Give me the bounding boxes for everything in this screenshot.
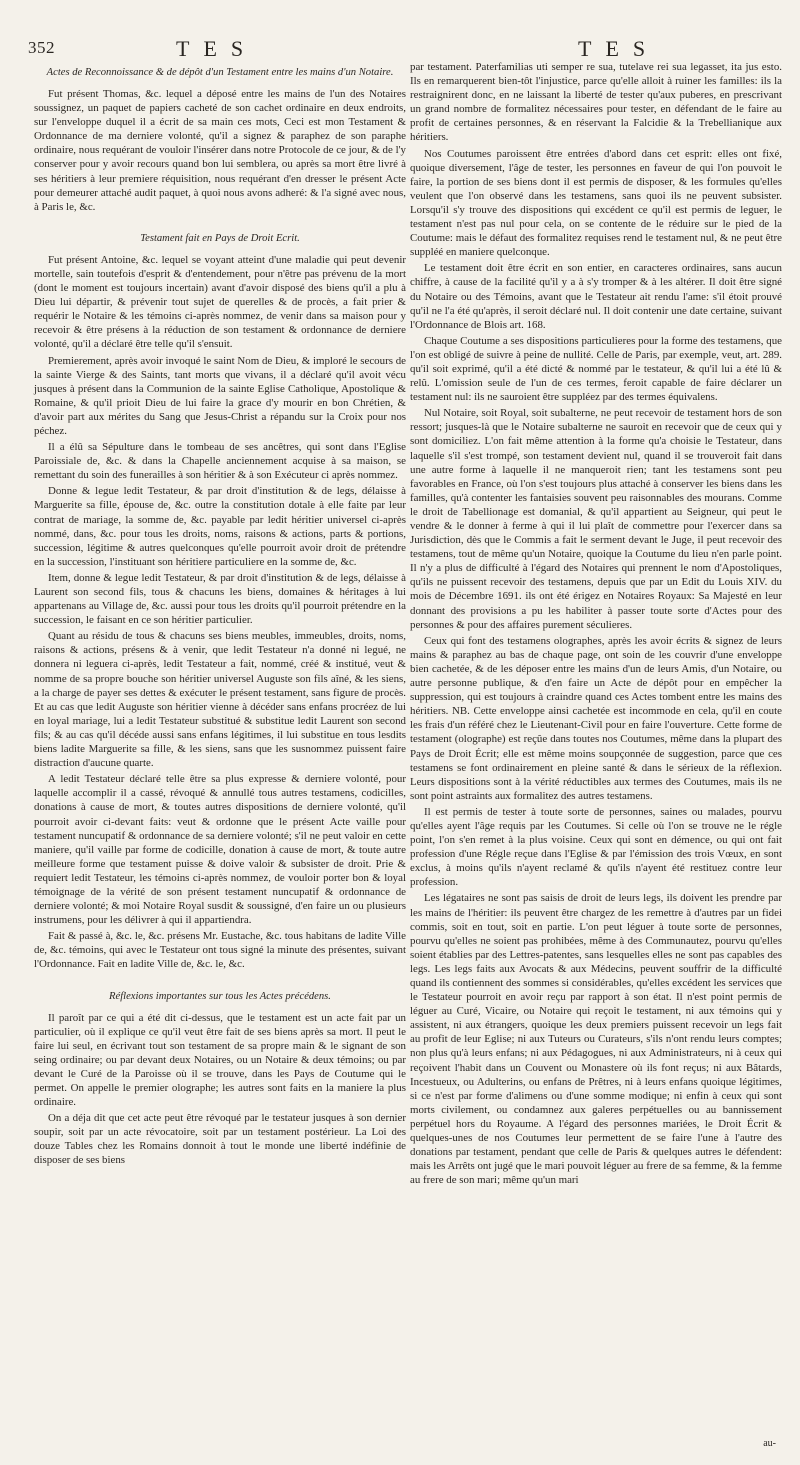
paragraph: A ledit Testateur déclaré telle être sa plus expresse & derniere volonté, pour laquelle accomplir il a cassé, révoqué & annullé tous autres testamens, codicilles, donations à cause de mort, & toutes autres dispositions de derniere volonté, qu'il pourroit avoir ci-devant faits: veut & ordonne que le présent Acte vaille pour testament nuncupatif & ordonnance de sa derniere volonté; s'il ne peut valoir en cette maniere, qu'il vaille par forme de codicille, donation à cause de mort, & toute autre meilleure forme que testament puisse & doive valoir & subsister de droit. Prie & requiert ledit Testateur, les témoins ci-après nommez, de vouloir porter bon & loyal témoignage de la vérité de son présent testament nuncupatif & ordonnance de derniere volonté; & moi Notaire Royal susdit & soussigné, d'en faire un ou plusieurs instrumens, pour les délivrer à qui il appartiendra.	[34, 773, 406, 927]
section-spacer	[34, 216, 406, 226]
running-head-left: TES	[176, 36, 258, 61]
right-column	[410, 60, 782, 1189]
paragraph: Fut présent Thomas, &c. lequel a déposé entre les mains de l'un des Notaires soussignez, un paquet de papiers cacheté de son cachet ordinaire en deux endroits, sur l'enveloppe duquel il a écrit de sa main ces mots, Ceci est mon Testament & Ordonnance de ma derniere volonté, qu'il a signez & paraphez de son paraphe ordinaire, nous requérant de vouloir l'insérer dans notre Protocole de ce jour, & de l'y conserver pour y avoir recours quand bon lui semblera, ou après sa mort être livré à ses héritiers à leur premiere réquisition, nous requérant d'en dresser le présent Acte pour demeurer attaché audit paquet, à quoi nous avons adheré: & l'a signé avec nous, à Paris le, &c.	[34, 88, 406, 213]
paragraph: par testament. Paterfamilias uti semper re sua, tutelave rei sua legasset, ita jus esto. Ils en remarquerent bien-tôt l'injustice, parce qu'elle alloit à ruiner les familles: ils la restraignirent donc, en ne laissant la liberté de tester qu'aux puberes, en prescrivant un grand nombre de formalitez nécessaires pour tester, en défendant de le faire au profit de certaines personnes, & en réservant la Falcidie & la Trebellianique aux héritiers.	[410, 61, 782, 144]
paragraph: Chaque Coutume a ses dispositions particulieres pour la forme des testamens, que l'on est obligé de suivre à peine de nullité. Celle de Paris, par exemple, veut, art. 289. qu'il soit exprimé, qu'il a été dicté & nommé par le testateur, & qu'il lui a été lû & relû. L'omission seule de l'un de ces termes, feroit capable de faire déclarer un testament nul: ils ne sauroient être suppléez par des termes équivalens.	[410, 334, 782, 404]
paragraph: Premierement, après avoir invoqué le saint Nom de Dieu, & imploré le secours de la sainte Vierge & des Saints, tant morts que vivans, il a déclaré qu'il avoit vécu jusques à présent dans la Communion de la sainte Eglise Catholique, Apostolique & Romaine, & qu'il prioit Dieu de lui faire la grace d'y mourir en bon Chrétien, & d'avoir part aux mérites du Sang que Jesus-Christ a répandu sur la Croix pour nos péchez.	[34, 354, 406, 437]
paragraph: Il est permis de tester à toute sorte de personnes, saines ou malades, pourvu qu'elles ayent l'âge requis par les Coutumes. Si celle où l'on se trouve ne le régle point, l'on s'en remet à la plus voisine. Ceux qui sont en démence, ou qui ont fait profession d'une Régle reçue dans l'Eglise & par l'émission des trois Vœux, en sont exclus, à moins qu'ils n'ayent reclamé & qu'ils n'ayent été restituez contre leur profession.	[410, 805, 782, 889]
paragraph: Fut présent Antoine, &c. lequel se voyant atteint d'une maladie qui peut devenir mortelle, sain toutefois d'esprit & d'entendement, pour n'être pas prévenu de la mort (dont le moment est toujours incertain) avant d'avoir disposé des biens qu'il a plu à Dieu lui départir, & prévenir tout sujet de querelles & de procès, a fait prier & requérir le Notaire & les témoins ci-après nommez, de venir dans sa maison pour y recevoir & être présens à la réduction de son testament & ordonnance de derniere volonté, qu'il a déclaré être telle qu'il s'ensuit.	[34, 253, 406, 351]
running-head-right: TES	[578, 36, 660, 61]
paragraph: Quant au résidu de tous & chacuns ses biens meubles, immeubles, droits, noms, raisons & actions, présens & à venir, que ledit Testateur n'a donné ni legué, ne donnera ni leguera ci-après, ledit Testateur a fait, nommé, créé & institué, veut & nomme de sa propre bouche son héritier universel Auguste son fils aîné, & les siens, a la charge de payer ses dettes & exécuter le présent testament, sans figure de procès. Et au cas que ledit Auguste son héritier vienne à décéder sans enfans procréez de lui en loyal mariage, lui a ledit Testateur substitué & substitue ledit Laurent son second fils; & au cas qu'il décéde aussi sans enfans légitimes, il lui substitue en tous lesdits biens ladite Marguerite sa fille, & les siens, sans que les susnommez puissent faire distraction d'aucune quarte.	[34, 630, 406, 770]
paragraph: Nul Notaire, soit Royal, soit subalterne, ne peut recevoir de testament hors de son ressort; jusques-là que le Notaire subalterne ne sauroit en recevoir que de ceux qui y sont domiciliez. L'on fait même attention à la forme qu'a choisie le Testateur, dans laquelle s'il s'est trompé, son testament devient nul, quand il se trouveroit fait dans une autre forme à laquelle il ne manqueroit rien; tant les testamens sont peu favorables en France, où l'on s'est toujours plus attaché à conserver les biens dans les familles, qu'à contenter les fantaisies souvent peu raisonnables des mourans. Comme le droit de Tabellionage est domanial, & qu'il appartient au Seigneur, qui peut le vendre & le donner à ferme à qui il lui plaît de commettre pour l'exercer dans sa Jurisdiction, dès que le Commis a fait le serment devant le Juge, il peut recevoir des testamens, tout de même qu'un Notaire, quoique la Coutume du lieu n'en parle point. Il n'y a plus de difficulté à l'égard des Notaires qui prennent le nom d'Apostoliques, qu'ils ne puissent recevoir des testamens, depuis que par un Edit du Louis XIV. du mois de Décembre 1691. ils ont été érigez en Notaires Royaux: Sa Majesté en leur donnant des provisions a pu les habiliter à passer toute sorte d'Actes pour des personnes & pour des affaires purement séculieres.	[410, 407, 782, 631]
paragraph: Donne & legue ledit Testateur, & par droit d'institution & de legs, délaisse à Marguerite sa fille, épouse de, &c. outre la constitution dotale à elle faite par leur contrat de mariage, la somme de, &c. payable par ledit héritier universel ci-après nommé, dans, &c. pour tous les droits, noms, raisons & actions, parts & portions, succession, légitime & autres quelconques qu'elle pourroit avoir droit de prétendre en la succession, l'instituant son héritiere particuliere en la somme de, &c.	[34, 485, 406, 568]
section-heading-reflections: Réflexions importantes sur tous les Actes précédens.	[109, 990, 331, 1002]
paragraph: Item, donne & legue ledit Testateur, & par droit d'institution & de legs, délaisse à Laurent son second fils, tous & chacuns les biens, domaines & héritages à lui appartenans au Village de, &c. aussi pour tous les droits qu'il pourroit prétendre en la succession, le faisant en ce son héritier particulier.	[34, 571, 406, 627]
section-heading-written-law: Testament fait en Pays de Droit Ecrit.	[140, 232, 300, 244]
paragraph: Ceux qui font des testamens olographes, après les avoir écrits & signez de leurs mains & paraphez au bas de chaque page, ont soin de les couvrir d'une enveloppe bien cachetée, & de les déposer entre les mains d'un de leurs Amis, d'un Notaire, ou autre personne publique, & d'en faire un Acte de dépôt pour en empêcher la suppression, qui est toujours à craindre quand ces Actes tombent entre les mains des héritiers. NB. Cette enveloppe ainsi cachetée est incommode en cela, qu'il en coute les frais d'un référé chez le Lieutenant-Civil pour en faire l'ouverture. Cette forme de testament (olographe) est reçûe dans toutes nos Coutumes, même dans la plupart des Pays de Droit Écrit; elle est même moins soupçonnée de suggestion, parce que ces testamens se font ordinairement en pleine santé & dans le sérieux de la réflexion. Leurs dispositions sont à la vérité réductibles aux termes des Coutumes, mais ils ne sont point astraints aux formalitez des autres testamens.	[410, 634, 782, 802]
section-heading-deposit: Actes de Reconnoissance & de dépôt d'un Testament entre les mains d'un Notaire.	[46, 67, 394, 78]
section-spacer	[34, 974, 406, 984]
paragraph: Fait & passé à, &c. le, &c. présens Mr. Eustache, &c. tous habitans de ladite Ville de, &c. témoins, qui avec le Testateur ont tous signé la minute des présentes, suivant l'Ordonnance. Fait en ladite Ville de, &c. le, &c.	[34, 930, 406, 971]
left-column	[34, 60, 406, 1170]
page-number: 352	[28, 38, 55, 57]
paragraph: Le testament doit être écrit en son entier, en caracteres ordinaires, sans aucun chiffre, à cause de la facilité qu'il y a à s'y tromper & à les altérer. Il doit être signé du Notaire ou des Témoins, avant que le Testateur ait rendu l'ame: s'il étoit prouvé qu'il ne l'a été qu'après, il seroit déclaré nul. Il doit contenir une date certaine, suivant l'Ordonnance de Blois art. 168.	[410, 262, 782, 331]
paragraph: Il a élû sa Sépulture dans le tombeau de ses ancêtres, qui sont dans l'Eglise Paroissiale de, &c. & dans la Chapelle anciennement acquise à sa maison, se remettant du soin des funerailles à son héritier & à son Exécuteur ci après nommez.	[34, 441, 406, 482]
paragraph: Il paroît par ce qui a été dit ci-dessus, que le testament est un acte fait par un particulier, où il explique ce qu'il veut être fait de ses biens après sa mort. Il peut le faire lui seul, en écrivant tout son testament de sa propre main & le signant de son seing ordinaire; ou par devant deux Notaires, ou un Notaire & deux témoins; ou par devant le Curé de la Paroisse où il se trouve, dans les Pays de Coutume qui le permet. On appelle le premier olographe; les autres sont faits en la maniere la plus ordinaire.	[34, 1011, 406, 1109]
paragraph: On a déja dit que cet acte peut être révoqué par le testateur jusques à son dernier soupir, soit par un acte révocatoire, soit par un testament postérieur. La Loi des douze Tables chez les Romains donnoit à tout le monde une liberté indéfinie de disposer de ses biens	[34, 1112, 406, 1167]
catchword: au-	[763, 1438, 776, 1449]
paragraph: Les légataires ne sont pas saisis de droit de leurs legs, ils doivent les prendre par les mains de l'héritier: ils peuvent être chargez de les remettre à d'autres par un fidei commis, soit en tout, soit en partie. L'on peut léguer à toute sorte de personnes, pourvu qu'elles ne soient pas prohibées, même à des Communautez, pourvu qu'elles soient établies par des Lettres-patentes, sans lesquelles elles ne sont pas capables des legs. Les legs faits aux Avocats & aux Médecins, peuvent souffrir de la difficulté quand ils contiennent des sommes si considérables, qu'elles excédent les services que le Testateur pourroit en avoir reçu par rapport à son état. Il n'est point permis de léguer au Curé, Vicaire, ou Notaire qui reçoit le testament, ni aux témoins qui y assistent, ni aux étrangers, quoique les deux premiers puissent recevoir un legs fait au profit de leur Eglise; ni aux Tuteurs ou Curateurs, s'ils n'ont rendu leurs comptes; non plus qu'à leurs enfans; ni aux Pédagogues, ni aux Administrateurs, ni à ceux qui reçoivent l'habit dans un Couvent ou Monastere où ils font reçus; ni aux Bâtards, Incestueux, ou Adulterins, ou enfans de Prêtres, ni à leurs enfans quoique légitimes, si ce n'est par forme d'alimens ou d'une somme modique; ni enfin à ceux qui sont morts civilement, ou condamnez aux galeres perpétuelles ou au bannissement perpétuel hors du Royaume. A l'égard des personnes mariées, le Droit Écrit & quelques-unes de nos Coutumes leur permettent de se faire l'une à l'autre des donations par testament, pendant que celle de Paris & quelques autres le défendent: mais les Arrêts ont jugé que le mari pouvoit léguer au frere de sa femme, & la femme au frere de son mari; même qu'un mari	[410, 892, 782, 1187]
paragraph: Nos Coutumes paroissent être entrées d'abord dans cet esprit: elles ont fixé, quoique diversement, l'âge de tester, les personnes en faveur de qui l'on pouvoit le faire, la portion de ses biens dont il est permis de disposer, & les formules qu'elles veulent que l'on observé dans les testamens, sans quoi ils ne peuvent subsister. Lorsqu'il s'y trouve des dispositions qui excédent ce qu'il est permis de leguer, le testament n'est pas nul pour cela, on se contente de le réduire sur le pied de la Coutume: mais le défaut des formalitez requises rend le testament nul, & ne peut être suppléé en maniere quelconque.	[410, 147, 782, 259]
